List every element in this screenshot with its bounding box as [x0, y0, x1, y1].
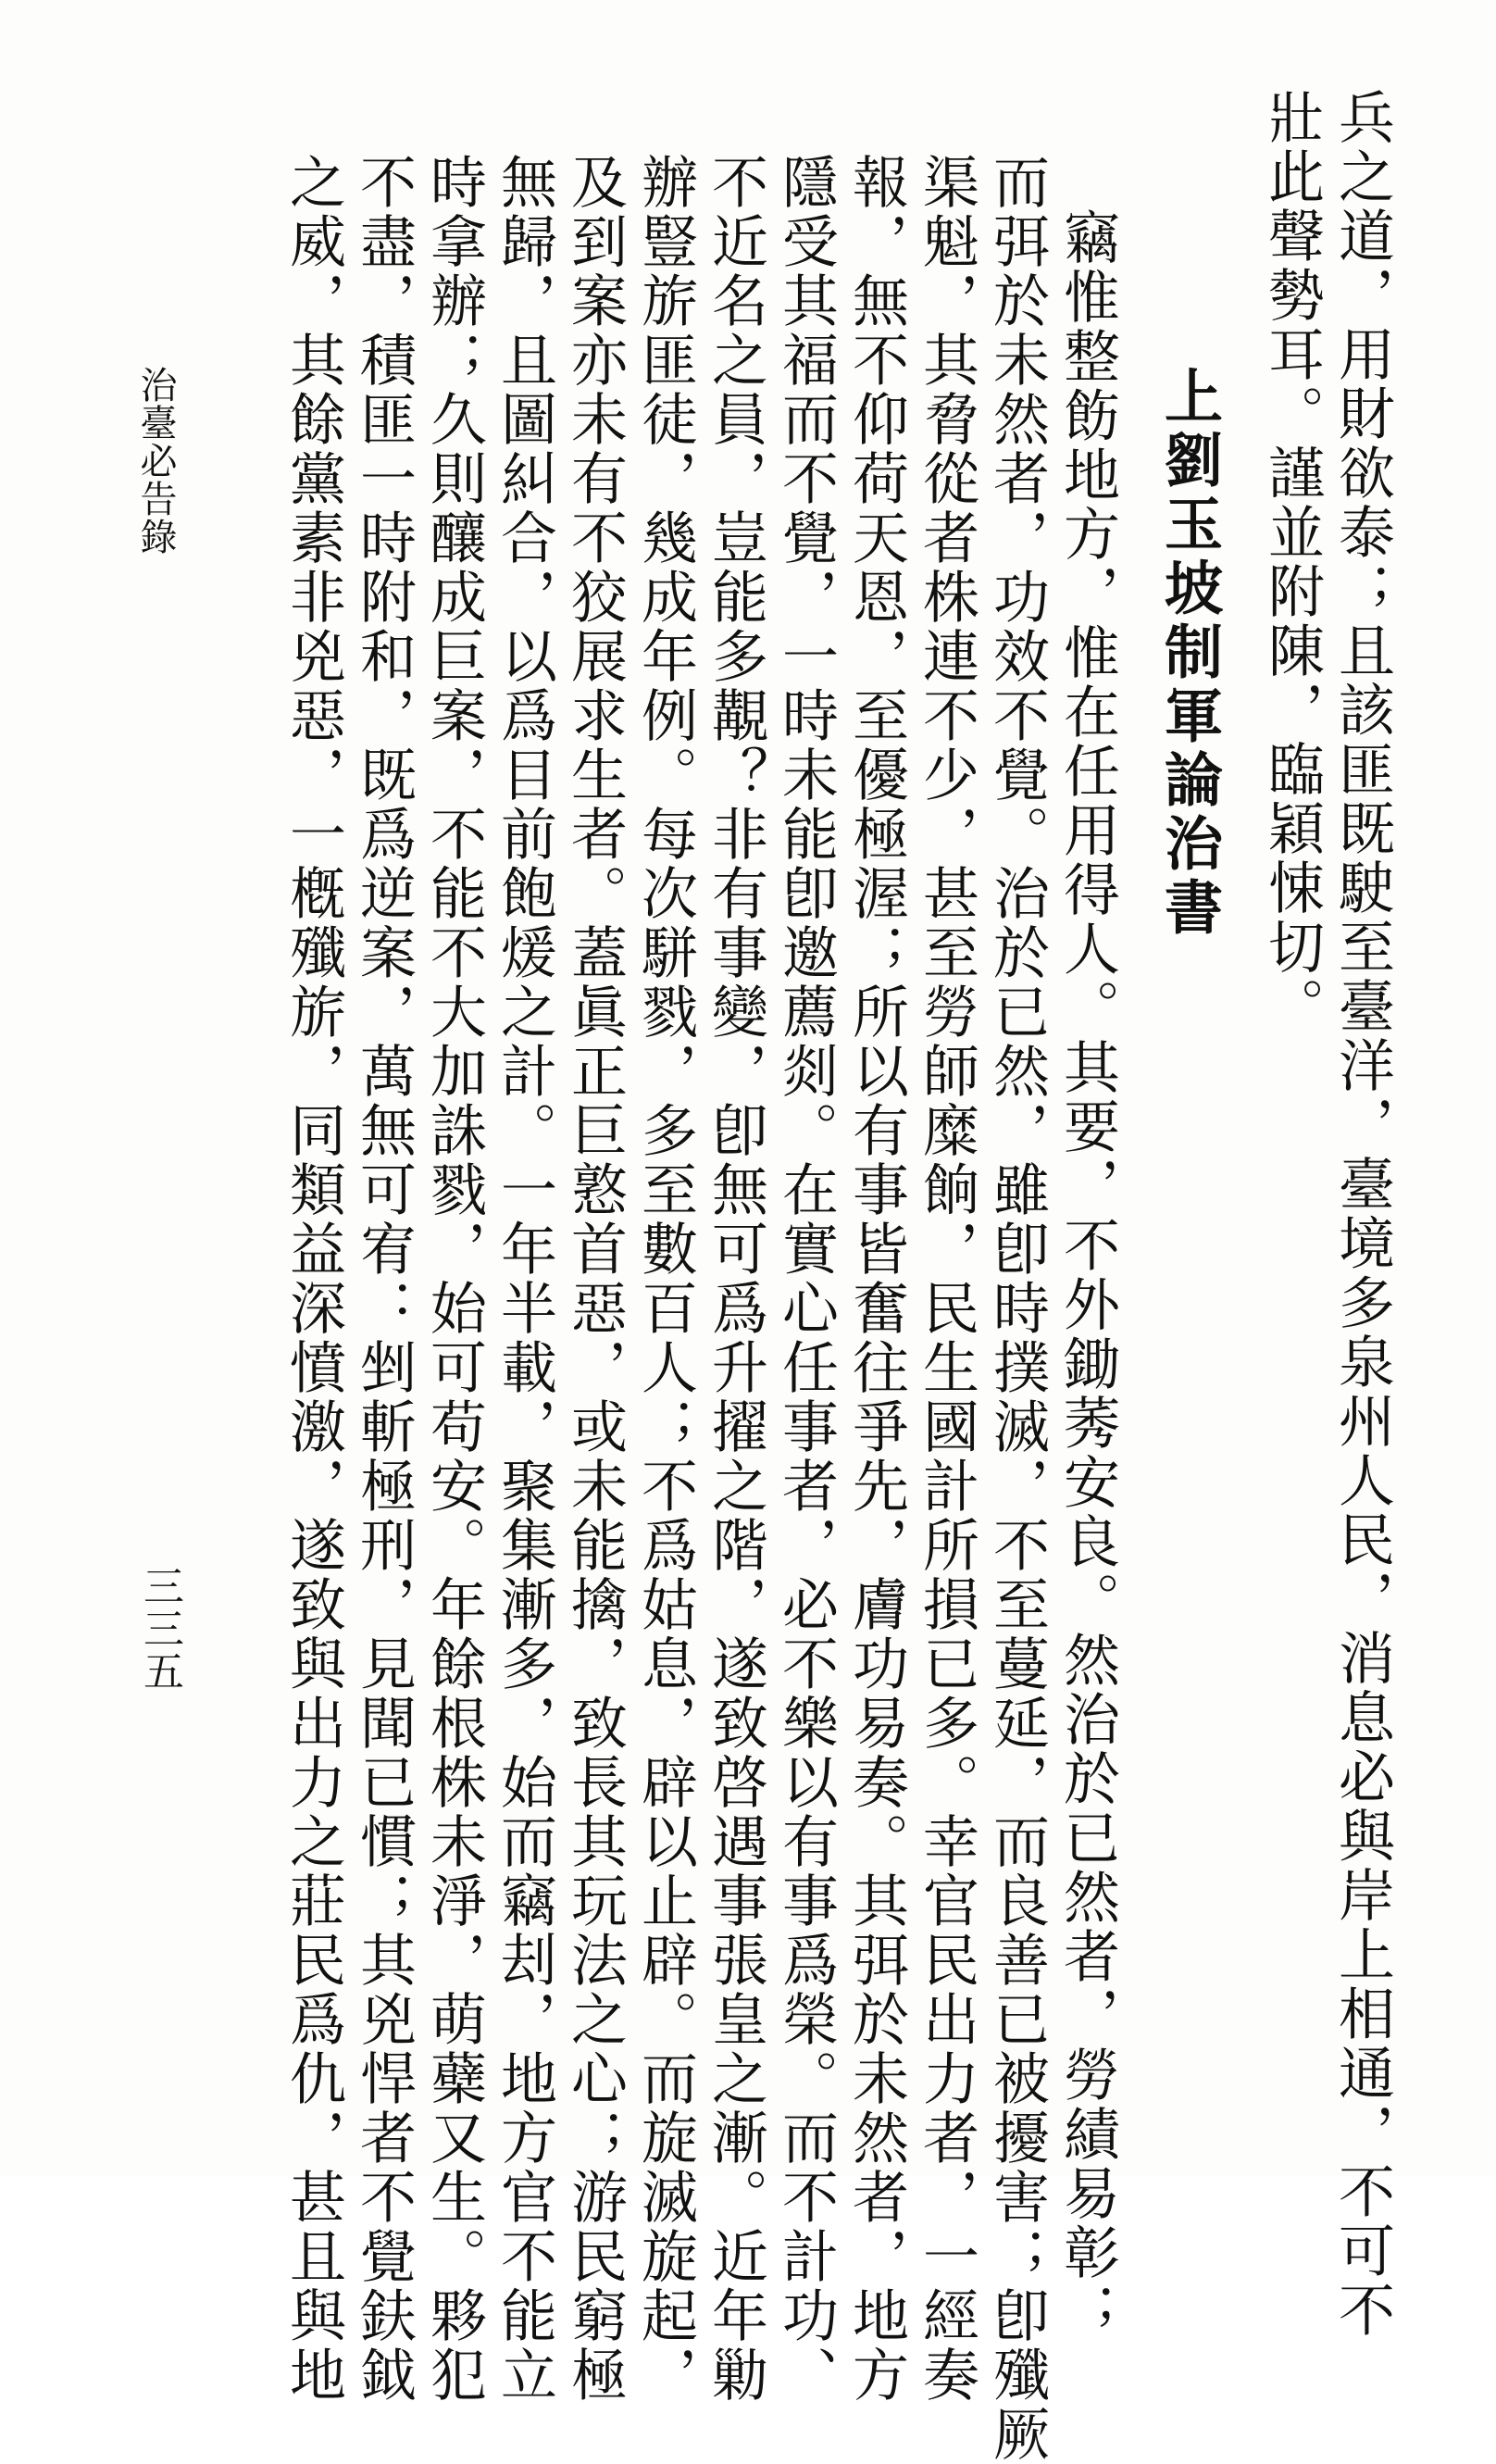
text-column-4: 而弭於未然者，功效不覺。治於已然，雖卽時撲滅，不至蔓延，而良善已被擾害；卽殲厥: [984, 153, 1050, 2464]
text-column-13: 不盡，積匪一時附和，既爲逆案，萬無可宥：剉斬極刑，見聞已慣；其兇悍者不覺鈇鉞: [351, 153, 417, 2405]
text-column-9: 辦豎旂匪徒，幾成年例。每次駢戮，多至數百人；不爲姑息，辟以止辟。而旋滅旋起，: [632, 153, 698, 2405]
text-column-7: 隱受其福而不覺，一時未能卽邀薦剡。在實心任事者，必不樂以有事爲榮。而不計功、: [773, 153, 839, 2405]
text-column-11: 無歸，且圖糾合，以爲目前飽煖之計。一年半載，聚集漸多，始而竊刦，地方官不能立: [492, 153, 557, 2405]
text-column-12: 時拿辦；久則釀成巨案，不能不大加誅戮，始可苟安。年餘根株未淨，萌蘗又生。夥犯: [421, 153, 487, 2405]
section-title: 上劉玉坡制軍論治書: [1155, 366, 1224, 941]
text-column-14: 之威，其餘黨素非兇惡，一槪殲旂，同類益深憤激，遂致與出力之莊民爲仇，甚且與地: [280, 153, 346, 2405]
text-column-5: 渠魁，其脅從者株連不少，甚至勞師糜餉，民生國計所損已多。幸官民出力者，一經奏: [914, 153, 979, 2405]
text-column-6: 報，無不仰荷天恩，至優極渥；所以有事皆奮往爭先，膚功易奏。其弭於未然者，地方: [843, 153, 909, 2405]
page-number: 三三五: [136, 1565, 183, 1693]
text-column-2: 壯此聲勢耳。謹並附陳，臨穎悚切。: [1259, 88, 1325, 1036]
text-column-1: 兵之道，用財欲泰；且該匪既駛至臺洋，臺境多泉州人民，消息必與岸上相通，不可不: [1329, 88, 1395, 2340]
running-title: 治臺必告錄: [134, 366, 177, 556]
text-column-10: 及到案亦未有不狡展求生者。蓋眞正巨憝首惡，或未能擒，致長其玩法之心；游民窮極: [562, 153, 628, 2405]
text-column-3: 竊惟整飭地方，惟在任用得人。其要，不外鋤莠安良。然治於已然者，勞績易彰；: [1054, 208, 1120, 2342]
text-column-8: 不近名之員，豈能多覯？非有事變，卽無可爲升擢之階，遂致啓遇事張皇之漸。近年勦: [703, 153, 768, 2405]
